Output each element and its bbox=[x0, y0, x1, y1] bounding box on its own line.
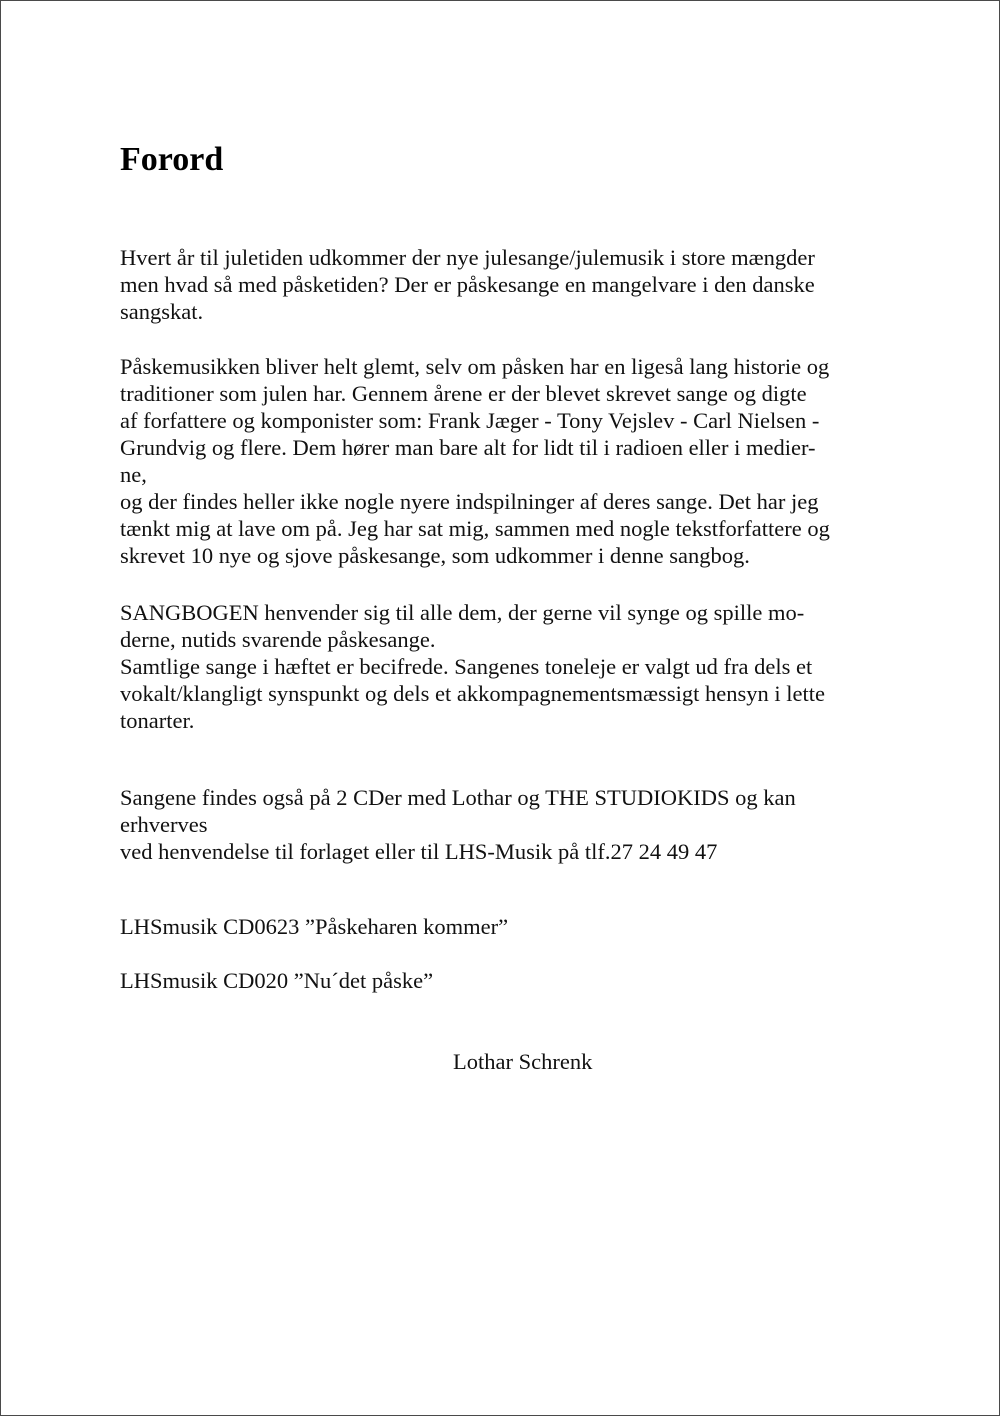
paragraph-2-line-5: ne, bbox=[120, 462, 147, 487]
paragraph-2-line-4: Grundvig og flere. Dem hører man bare alt for lidt til i radioen eller i medier- bbox=[120, 435, 816, 460]
paragraph-2-line-3: af forfattere og komponister som: Frank Jæger - Tony Vejslev - Carl Nielsen - bbox=[120, 408, 820, 433]
paragraph-1-line-3: sangskat. bbox=[120, 299, 204, 324]
cd-listing-1: LHSmusik CD0623 ”Påskeharen kommer” bbox=[120, 914, 509, 939]
paragraph-1-line-1: Hvert år til juletiden udkommer der nye julesange/julemusik i store mængder bbox=[120, 245, 815, 270]
paragraph-2-line-7: tænkt mig at lave om på. Jeg har sat mig, sammen med nogle tekstforfattere og bbox=[120, 516, 830, 541]
paragraph-3-line-1: SANGBOGEN henvender sig til alle dem, der gerne vil synge og spille mo- bbox=[120, 600, 805, 625]
paragraph-4-line-3: ved henvendelse til forlaget eller til LHS-Musik på tlf.27 24 49 47 bbox=[120, 839, 718, 864]
paragraph-3-line-5: tonarter. bbox=[120, 708, 195, 733]
paragraph-2-line-6: og der findes heller ikke nogle nyere indspilninger af deres sange. Det har jeg bbox=[120, 489, 819, 514]
paragraph-3-line-2: derne, nutids svarende påskesange. bbox=[120, 627, 436, 652]
paragraph-2-line-1: Påskemusikken bliver helt glemt, selv om påsken har en ligeså lang historie og bbox=[120, 354, 830, 379]
paragraph-3-line-3: Samtlige sange i hæftet er becifrede. Sangenes toneleje er valgt ud fra dels et bbox=[120, 654, 813, 679]
paragraph-1-line-2: men hvad så med påsketiden? Der er påskesange en mangelvare i den danske bbox=[120, 272, 815, 297]
cd-listing-2: LHSmusik CD020 ”Nu´det påske” bbox=[120, 968, 434, 993]
page-title: Forord bbox=[120, 141, 224, 178]
paragraph-4-line-2: erhverves bbox=[120, 812, 208, 837]
paragraph-2-line-2: traditioner som julen har. Gennem årene er der blevet skrevet sange og digte bbox=[120, 381, 807, 406]
paragraph-2-line-8: skrevet 10 nye og sjove påskesange, som udkommer i denne sangbog. bbox=[120, 543, 750, 568]
paragraph-3-line-4: vokalt/klangligt synspunkt og dels et akkompagnementsmæssigt hensyn i lette bbox=[120, 681, 825, 706]
author-signature: Lothar Schrenk bbox=[453, 1049, 593, 1074]
paragraph-4-line-1: Sangene findes også på 2 CDer med Lothar og THE STUDIOKIDS og kan bbox=[120, 785, 796, 810]
